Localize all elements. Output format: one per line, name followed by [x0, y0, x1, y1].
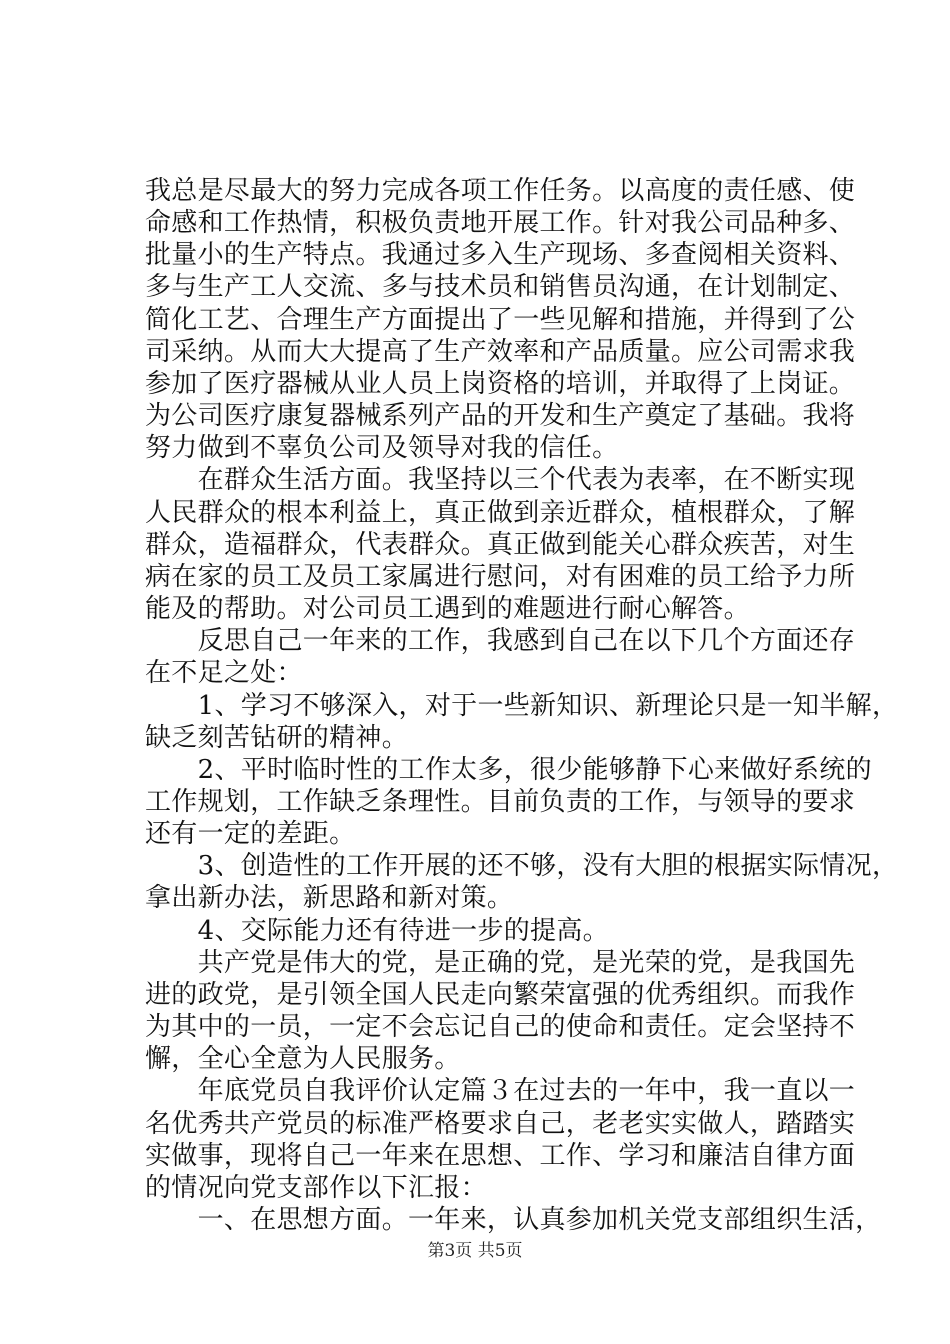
text-line: 反思自己一年来的工作，我感到自己在以下几个方面还存 [145, 626, 856, 656]
text-line: 进的政党，是引领全国人民走向繁荣富强的优秀组织。而我作 [145, 980, 856, 1010]
text-line: 3、创造性的工作开展的还不够，没有大胆的根据实际情况， [145, 851, 899, 881]
text-line: 参加了医疗器械从业人员上岗资格的培训，并取得了上岗证。 [145, 369, 856, 399]
text-line: 为其中的一员，一定不会忘记自己的使命和责任。定会坚持不 [145, 1012, 856, 1042]
text-line: 缺乏刻苦钻研的精神。 [145, 723, 409, 753]
text-line: 病在家的员工及员工家属进行慰问，对有困难的员工给予力所 [145, 562, 856, 592]
text-line: 在群众生活方面。我坚持以三个代表为表率，在不断实现 [145, 465, 856, 495]
text-line: 群众，造福群众，代表群众。真正做到能关心群众疾苦，对生 [145, 530, 856, 560]
text-line: 共产党是伟大的党，是正确的党，是光荣的党，是我国先 [145, 948, 856, 978]
text-line: 拿出新办法，新思路和新对策。 [145, 883, 514, 913]
text-line: 实做事，现将自己一年来在思想、工作、学习和廉洁自律方面 [145, 1141, 856, 1171]
text-line: 为公司医疗康复器械系列产品的开发和生产奠定了基础。我将 [145, 401, 856, 431]
text-line: 人民群众的根本利益上，真正做到亲近群众，植根群众，了解 [145, 498, 856, 528]
text-line: 的情况向党支部作以下汇报： [145, 1173, 487, 1203]
text-line: 还有一定的差距。 [145, 819, 356, 849]
text-line: 懈，全心全意为人民服务。 [145, 1044, 461, 1074]
text-line: 1、学习不够深入，对于一些新知识、新理论只是一知半解， [145, 691, 899, 721]
page-footer: 第3页 共5页 [427, 1241, 523, 1261]
text-line: 努力做到不辜负公司及领导对我的信任。 [145, 433, 619, 463]
text-line: 司采纳。从而大大提高了生产效率和产品质量。应公司需求我 [145, 337, 856, 367]
text-line: 2、平时临时性的工作太多，很少能够静下心来做好系统的 [145, 755, 872, 785]
text-line: 简化工艺、合理生产方面提出了一些见解和措施，并得到了公 [145, 305, 856, 335]
text-line: 多与生产工人交流、多与技术员和销售员沟通，在计划制定、 [145, 272, 856, 302]
text-line: 年底党员自我评价认定篇３在过去的一年中，我一直以一 [145, 1076, 856, 1106]
text-line: 名优秀共产党员的标准严格要求自己，老老实实做人，踏踏实 [145, 1109, 856, 1139]
text-line: 能及的帮助。对公司员工遇到的难题进行耐心解答。 [145, 594, 750, 624]
text-line: 批量小的生产特点。我通过多入生产现场、多查阅相关资料、 [145, 240, 856, 270]
text-line: 一、在思想方面。一年来，认真参加机关党支部组织生活， [145, 1205, 882, 1235]
text-line: 命感和工作热情，积极负责地开展工作。针对我公司品种多、 [145, 208, 856, 238]
text-line: 工作规划，工作缺乏条理性。目前负责的工作，与领导的要求 [145, 787, 856, 817]
text-line: 4、交际能力还有待进一步的提高。 [145, 916, 609, 946]
text-line: 在不足之处： [145, 658, 303, 688]
text-line: 我总是尽最大的努力完成各项工作任务。以高度的责任感、使 [145, 176, 856, 206]
